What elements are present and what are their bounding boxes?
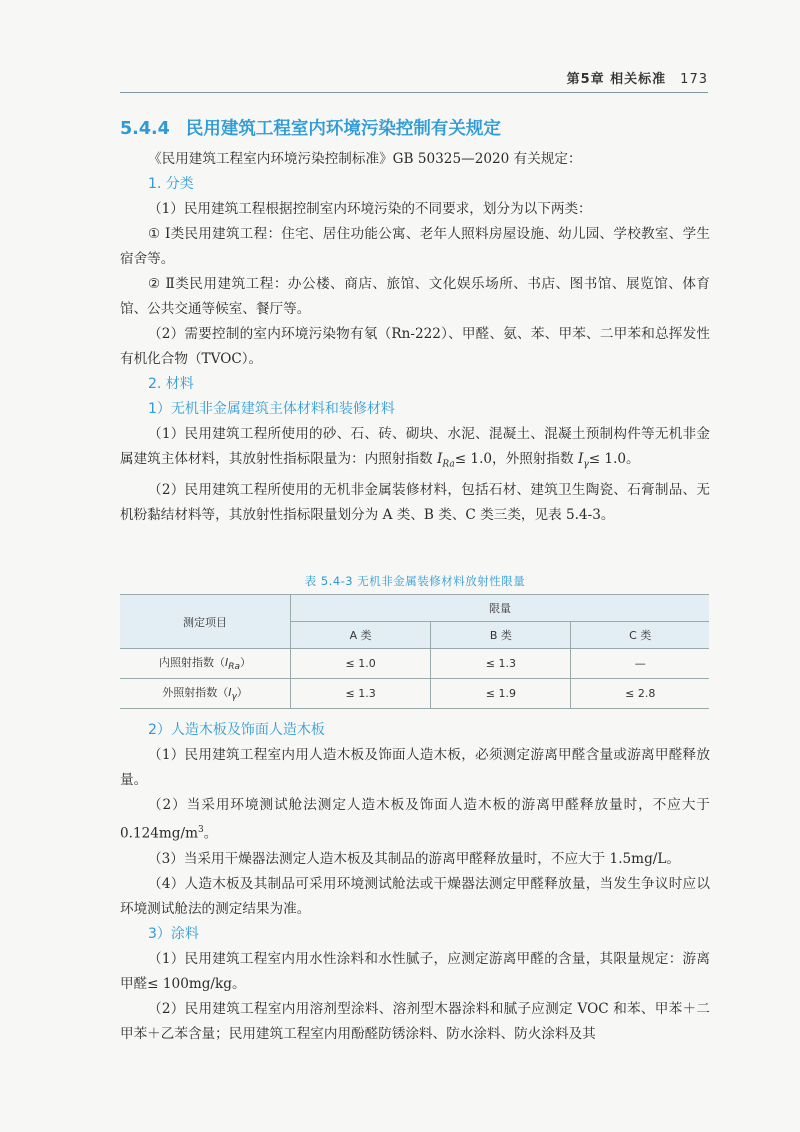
row-item: 外照射指数$(I_\gamma)$	[120, 679, 291, 709]
header-c: C 类	[571, 622, 709, 649]
table-row	[120, 679, 709, 709]
paragraph: （2）民用建筑工程室内用溶剂型涂料、溶剂型木器涂料和腻子应测定 VOC 和苯、甲苯＋二甲苯＋乙苯含量；民用建筑工程室内用酚醛防锈涂料、防水涂料、防火涂料及其	[120, 1000, 710, 1042]
cell-b: ≤ 1.9	[431, 679, 571, 709]
header-a: A 类	[291, 622, 431, 649]
section-title	[120, 115, 501, 140]
table-row	[120, 649, 709, 679]
heading-inorganic: 1）无机非金属建筑主体材料和装修材料	[148, 401, 395, 417]
paragraph: （2）需要控制的室内环境污染物有氡（Rn-222）、甲醛、氨、苯、甲苯、二甲苯和总挥发性有机化合物（TVOC）。	[120, 326, 710, 367]
section-title-text: 民用建筑工程室内环境污染控制有关规定	[185, 119, 501, 139]
paragraph: （1）民用建筑工程室内用水性涂料和水性腻子，应测定游离甲醛的含量，其限量规定：游离甲醛≤ 100mg/kg。	[120, 950, 710, 992]
paragraph: （3）当采用干燥器法测定人造木板及其制品的游离甲醛释放量时，不应大于 1.5mg/L。	[148, 850, 680, 867]
paragraph: ① Ⅰ类民用建筑工程：住宅、居住功能公寓、老年人照料房屋设施、幼儿园、学校教室、学生宿舍等。	[120, 226, 710, 267]
paragraph: （2）民用建筑工程所使用的无机非金属装修材料，包括石材、建筑卫生陶瓷、石膏制品、无机粉黏结材料等，其放射性指标限量划分为 A 类、B 类、C 类三类，见表 5.4-3。	[120, 481, 710, 523]
paragraph: （1）民用建筑工程室内用人造木板及饰面人造木板，必须测定游离甲醛含量或游离甲醛释放量。	[120, 747, 710, 788]
cell-c: ≤ 2.8	[571, 679, 709, 709]
heading-coating: 3）涂料	[148, 925, 199, 942]
header-limit: 限量	[291, 595, 710, 622]
header-b: B 类	[431, 622, 571, 649]
heading-wood: 2）人造木板及饰面人造木板	[148, 722, 325, 738]
cell-c: —	[571, 649, 709, 679]
cell-a: ≤ 1.3	[291, 679, 431, 709]
paragraph: （2）当采用环境测试舱法测定人造木板及饰面人造木板的游离甲醛释放量时，不应大于 $0.124mg/m^3$。	[120, 797, 710, 842]
cell-b: ≤ 1.3	[431, 649, 571, 679]
paragraph: （1）民用建筑工程根据控制室内环境污染的不同要求，划分为以下两类：	[148, 201, 592, 217]
paragraph: （4）人造木板及其制品可采用环境测试舱法或干燥器法测定甲醛释放量，当发生争议时应以环境测试舱法的测定结果为准。	[120, 875, 710, 917]
chapter-label: 第5章 相关标准	[566, 72, 667, 87]
paragraph: （1）民用建筑工程所使用的砂、石、砖、砌块、水泥、混凝土、混凝土预制构件等无机非金属建筑主体材料，其放射性指标限量为：内照射指数 $I_{Ra}\le 1.0$，外照射指数 $I_\gamma\le 1.0$。	[120, 426, 710, 470]
body-part-1	[120, 147, 710, 528]
section-number: 5.4.4	[120, 119, 170, 139]
row-item: 内照射指数$(I_{Ra})$	[120, 649, 291, 679]
radioactivity-limit-table	[120, 594, 709, 709]
paragraph: ② Ⅱ类民用建筑工程：办公楼、商店、旅馆、文化娱乐场所、书店、图书馆、展览馆、体育馆、公共交通等候室、餐厅等。	[120, 276, 710, 317]
heading-classification: 1. 分类	[148, 176, 194, 192]
table-caption: 表 5.4-3 无机非金属装修材料放射性限量	[304, 574, 526, 588]
body-part-2	[120, 718, 710, 1047]
heading-materials: 2. 材料	[148, 376, 194, 392]
page-number: 173	[680, 72, 708, 87]
running-header	[120, 66, 708, 93]
header-item: 测定项目	[120, 595, 291, 649]
header-text	[567, 68, 708, 87]
cell-a: ≤ 1.0	[291, 649, 431, 679]
intro-paragraph: 《民用建筑工程室内环境污染控制标准》GB 50325—2020 有关规定：	[148, 151, 582, 167]
